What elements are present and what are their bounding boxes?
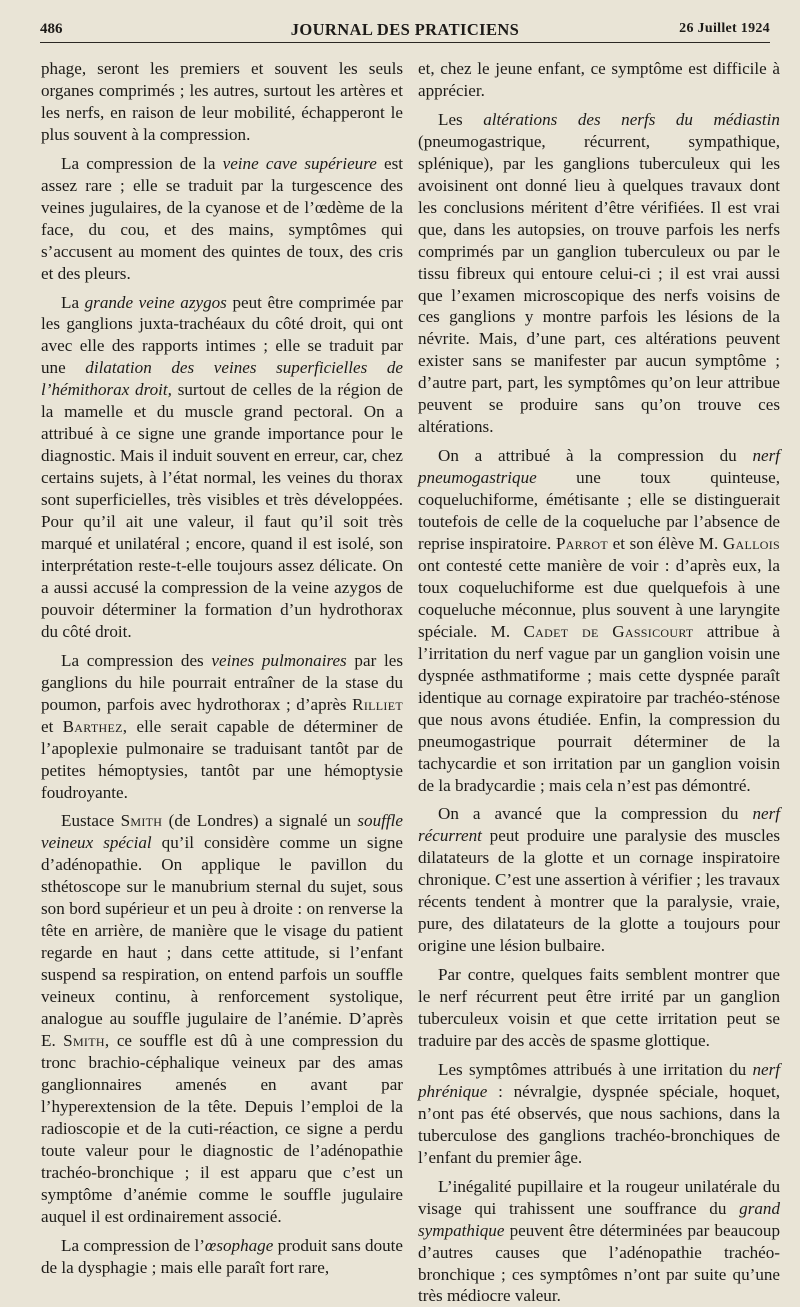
text-run: et son élève M. (607, 534, 723, 554)
paragraph (418, 1059, 780, 1169)
text-run: La compression des (61, 650, 212, 670)
text-run: attribue à l’irritation du nerf vague par un ganglion voisin une dyspnée asthmatiforme ; mais cette dyspnée paraît identique au cornage expiratoire par trachéo-sténose que nous avons étudiée. Enfin, la compression du pneumogastrique pourrait déterminer de la tachycardie et son irritation par un ganglion voisin de la bradycardie ; mais cela n’est pas démontré. (418, 621, 780, 795)
author-name: Cadet de Gassicourt (523, 621, 694, 641)
text-run: produit sans doute de la dysphagie ; mais elle paraît fort rare, (41, 1235, 403, 1277)
paragraph (41, 1235, 403, 1279)
emphasis-text: nerf récurrent (418, 804, 780, 846)
author-name: Rilliet (352, 694, 403, 714)
left-column (41, 58, 403, 1278)
text-run: par les ganglions du hile pourrait entraîner de la stase du poumon, parfois avec hydrothorax ; d’après (41, 650, 403, 714)
text-run: surtout de celles de la région de la mamelle et du muscle grand pectoral. On a attribué à ce signe une grande importance pour le diagnostic. Mais il induit souvent en erreur, car, chez certains sujets, à l’état normal, les veines du thorax sont superficielles, très visibles et très développées. Pour qu’il ait une valeur, il faut qu’il soit très marqué et unilatéral ; encore, quand il est isolé, son interprétation reste-t-elle toujours assez délicate. On a aussi accusé la compression de la veine azygos de pouvoir déterminer la formation d’un hydrothorax du côté droit. (41, 380, 403, 641)
text-run: et, chez le jeune enfant, ce symptôme est difficile à apprécier. (418, 59, 780, 100)
text-run: L’inégalité pupillaire et la rougeur unilatérale du visage qui trahissent une souffrance du (418, 1176, 780, 1218)
text-run: : névralgie, dyspnée spéciale, hoquet, n’ont pas été observés, que nous sachions, dans la tuberculose des ganglions trachéo-bronchiques de l’enfant du premier âge. (418, 1081, 780, 1167)
author-name: Parrot (555, 534, 608, 554)
emphasis-text: nerf pneumogastrique (418, 446, 780, 488)
text-run: phage, seront les premiers et souvent les seuls organes comprimés ; les autres, surtout les artères et les nerfs, en raison de leur mobilité, échapperont le plus souvent à la compression. (41, 59, 403, 144)
text-run: ce souffle est dû à une compression du tronc brachio-céphalique veineux par des amas ganglionnaires amenés en avant par l’hyperextension de la tête. Depuis l’emploi de la radioscopie et de la cuti-réaction, ce signe a perdu toute valeur pour le diagnostic de l’adénopathie trachéo-bronchique ; il est apparu que c’est un symptôme d’anémie comme le souffle jugulaire auquel il est ordinairement associé. (41, 1030, 403, 1226)
paragraph (418, 58, 780, 102)
emphasis-text: dilatation des veines superficielles de l’hémithorax droit, (41, 358, 403, 400)
text-run: Par contre, quelques faits semblent montrer que le nerf récurrent peut être irrité par un ganglion tuberculeux voisin et que cette irritation peut se traduire par des accès de spasme glottique. (418, 965, 780, 1050)
text-run: est assez rare ; elle se traduit par la turgescence des veines jugulaires, de la cyanose et de l’œdème de la face, du cou, et des mains, symptômes qui s’accusent au moment des quintes de toux, des cris et des pleurs. (41, 153, 403, 283)
text-run: La compression de l’ (61, 1235, 205, 1255)
paragraph (418, 109, 780, 438)
author-name: Barthez, (62, 716, 128, 736)
emphasis-text: altérations des nerfs du médiastin (483, 109, 780, 129)
author-name: Gallois (722, 534, 780, 554)
column-gutter (409, 58, 410, 1018)
emphasis-text: souffle veineux spécial (41, 811, 403, 853)
emphasis-text: grande veine azygos (84, 292, 227, 312)
text-run: peut être comprimée par les ganglions juxta-trachéaux du côté droit, qui ont avec elle des rapports intimes ; elle se traduit par une (41, 292, 403, 378)
paragraph (41, 810, 403, 1227)
page-header (40, 16, 770, 43)
text-run: Eustace (61, 811, 121, 831)
text-run: qu’il considère comme un signe d’adénopathie. On applique le pavillon du sthétoscope sur le manubrium sternal du sujet, sous son bord supérieur et un peu à droite : on renverse la tête en arrière, de manière que le visage du patient regarde en haut ; dans cette attitude, si l’enfant suspend sa respiration, on entend parfois un souffle veineux continu, à renforcement systolique, analogue au souffle jugulaire de l’anémie. D’après E. (41, 833, 404, 1050)
paragraph (418, 445, 780, 796)
right-column (418, 58, 780, 1307)
emphasis-text: nerf phrénique (418, 1059, 780, 1101)
text-run: Les (438, 109, 484, 129)
text-run: (de Londres) a signalé un (162, 811, 358, 831)
paragraph (418, 1176, 780, 1307)
text-run: On a attribué à la compression du (438, 446, 753, 466)
author-name: Smith, (63, 1030, 110, 1050)
text-run: et (41, 716, 63, 736)
text-run: (pneumogastrique, récurrent, sympathique, splénique), par les ganglions tuberculeux qui les avoisinent ont donné lieu à quelques travaux dont les conclusions méritent d’être vérifiées. Il est vrai que, dans les autopsies, on trouve parfois les nerfs comprimés par un ganglion tuberculeux ou par le tissu fibreux qui entoure celui-ci ; il est vrai aussi que l’examen microscopique des nerfs voisins de ces ganglions y montre parfois les lésions de la névrite. Mais, d’une part, ces altérations peuvent exister sans se manifester par aucun symptôme ; d’autre part, part, les symptômes qu’on leur attribue peuvent se produire sans qu’on trouve ces altérations. (418, 131, 780, 437)
paragraph (41, 650, 403, 804)
issue-date: 26 Juillet 1924 (679, 21, 770, 36)
text-run: ont contesté cette manière de voir : d’après eux, la toux coqueluchiforme est due quelquefois à une coqueluche méconnue, plus souvent à une laryngite spéciale. M. (418, 555, 780, 641)
paragraph (418, 964, 780, 1052)
text-run: peut produire une paralysie des muscles dilatateurs de la glotte et un cornage inspiratoire chronique. C’est une assertion à vérifier ; les travaux récents tendent à montrer que la paralysie, vraie, pure, des dilatateurs de la glotte a toujours pour origine une lésion bulbaire. (418, 826, 780, 956)
page-number: 486 (40, 21, 63, 37)
text-run: La compression de la (61, 153, 223, 173)
text-run: La (61, 292, 85, 312)
paragraph (41, 292, 403, 643)
text-run: une toux quinteuse, coqueluchiforme, émétisante ; elle se distinguerait toutefois de celle de la coqueluche par l’absence de reprise inspiratoire. (418, 468, 780, 554)
emphasis-text: œsophage (204, 1235, 274, 1255)
paragraph (41, 153, 403, 285)
paragraph (418, 803, 780, 957)
text-run: elle serait capable de déterminer de l’apoplexie pulmonaire se traduisant tantôt par de petites hémoptysies, tantôt par une hémoptysie foudroyante. (41, 716, 403, 802)
text-run: peuvent être déterminées par beaucoup d’autres causes que l’adénopathie trachéo-bronchique ; ces symptômes n’ont par suite qu’une très médiocre valeur. (418, 1220, 780, 1306)
author-name: Smith (120, 811, 163, 831)
emphasis-text: veine cave supérieure (222, 153, 377, 173)
paragraph (41, 58, 403, 146)
journal-title: JOURNAL DES PRATICIENS (290, 20, 520, 39)
emphasis-text: grand sympathique (418, 1198, 780, 1240)
emphasis-text: veines pulmonaires (211, 650, 347, 670)
text-run: Les symptômes attribués à une irritation du (438, 1059, 753, 1079)
text-run: On a avancé que la compression du (438, 804, 753, 824)
